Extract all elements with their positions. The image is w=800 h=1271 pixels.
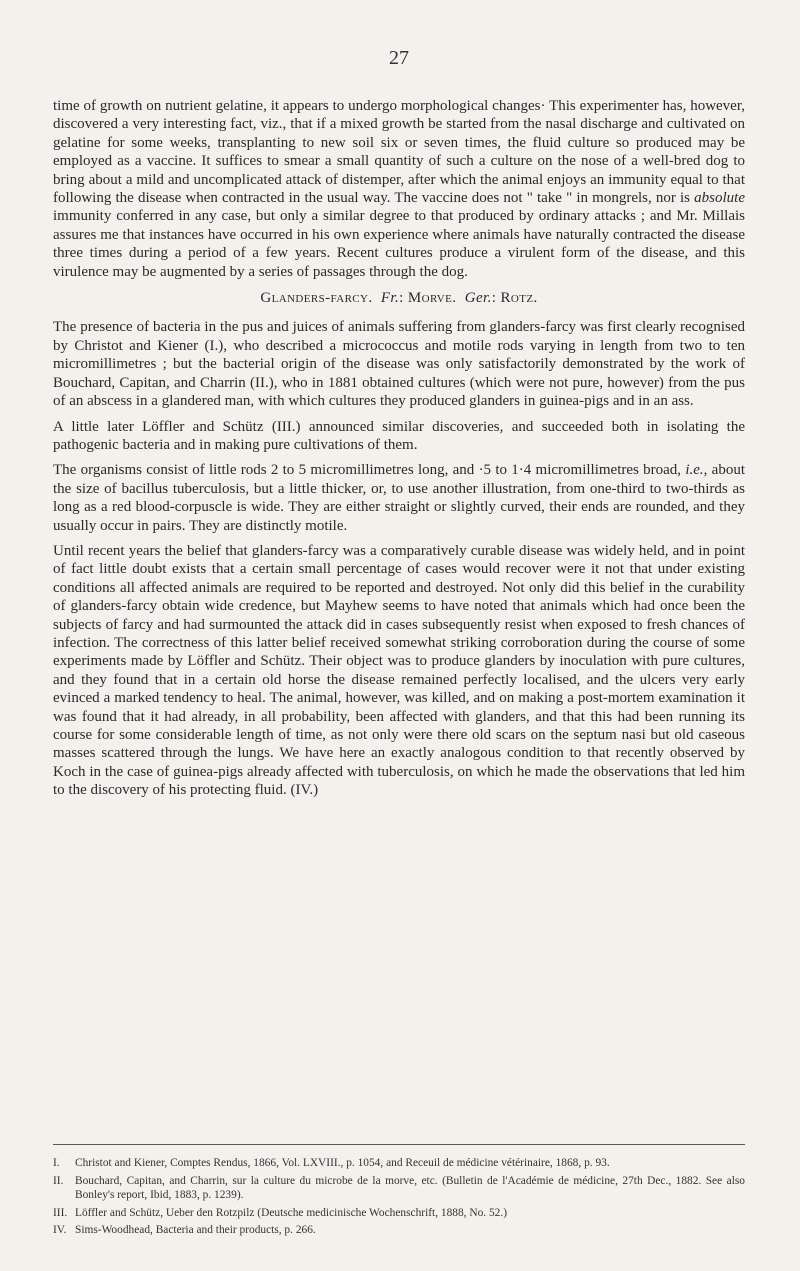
footnote-divider [53, 1144, 745, 1145]
section-heading: Glanders-farcy. Fr.: Morve. Ger.: Rotz. [260, 290, 538, 307]
paragraph-organisms: The organisms consist of little rods 2 to 5 micromillimetres long, and ·5 to 1·4 micromillimetres broad, i.e., about the size of bacillus tuberculosis, but a little thicker, or, to use another illustration, from one-third to two-thirds as long as a red blood-corpuscle is wide. They are either straight or slightly curved, their ends are rounded, and they usually occur in pairs. They are distinctly motile. [53, 462, 746, 534]
paragraph-distemper-vaccine: time of growth on nutrient gelatine, it appears to undergo morphological changes· This experimenter has, however, discovered a very interesting fact, viz., that if a mixed growth be started from the nasal discharge and cultivated on gelatine for some weeks, transplanting to new soil six or seven times, the fluid culture so produced may be employed as a vaccine. It suffices to smear a small quantity of such a culture on the nose of a well-bred dog to bring about a mild and uncomplicated attack of distemper, after which the animal enjoys an immunity equal to that following the disease when contracted in the usual way. The vaccine does not " take " in mongrels, nor is absolute immunity conferred in any case, but only a similar degree to that produced by ordinary attacks ; and Mr. Millais assures me that instances have occurred in his own experience where animals have naturally contracted the disease three times during a period of a few years. Recent cultures produce a virulent form of the disease, and this virulence may be augmented by a series of passages through the dog. [53, 98, 745, 280]
page-number: 27 [389, 47, 409, 69]
footnote: I. Christot and Kiener, Comptes Rendus, 1866, Vol. LXVIII., p. 1054, and Receuil de médicine vétérinaire, 1868, p. 93. [53, 1157, 610, 1169]
footnote: III. Löffler and Schütz, Ueber den Rotzpilz (Deutsche medicinische Wochenschrift, 1888, No. 52.) [53, 1206, 508, 1219]
paragraph-curability: Until recent years the belief that glanders-farcy was a comparatively curable disease was widely held, and in point of fact little doubt exists that a certain small percentage of cases would recover were it not that under existing conditions all affected animals are required to be reported and destroyed. Not only did this belief in the curability of glanders-farcy obtain wide credence, but Mayhew seems to have noted that animals which had once been the subjects of farcy and had surmounted the attack did in cases subsequently resist when exposed to fresh chances of infection. The correctness of this latter belief received somewhat striking corroboration during the course of some experiments made by Löffler and Schütz. Their object was to produce glanders by inoculation with pure cultures, and they found that in a certain old horse the disease remained perfectly localised, and the ulcers very early evinced a marked tendency to heal. The animal, however, was killed, and on making a post-mortem examination it was found that it had already, in all probability, been affected with glanders, and that this had been running its course for some considerable length of time, as not only were there old scars on the septum nasi but old caseous masses scattered through the lungs. We have here an exactly analogous condition to that recently observed by Koch in the case of guinea-pigs already affected with tuberculosis, on which he made the observations that led him to the discovery of his protecting fluid. (IV.) [53, 542, 745, 799]
body-text [53, 97, 745, 807]
paragraph-loffler-schutz: A little later Löffler and Schütz (III.) announced similar discoveries, and succeeded both in isolating the pathogenic bacteria and in making pure cultivations of them. [53, 418, 745, 453]
paragraph-bacteria-presence: The presence of bacteria in the pus and juices of animals suffering from glanders-farcy was first clearly recognised by Christot and Kiener (I.), who described a micrococcus and motile rods varying in length from two to ten micromillimetres ; but the bacterial origin of the disease was only satisfactorily demonstrated by the work of Bouchard, Capitan, and Charrin (II.), who in 1881 obtained cultures (which were not pure, however) from the pus of an abscess in a glandered man, with which cultures they produced glanders in guinea-pigs and in an ass. [53, 319, 745, 410]
footnotes [53, 1156, 745, 1241]
footnote: II. Bouchard, Capitan, and Charrin, sur la culture du microbe de la morve, etc. (Bulletin de l'Académie de médicine, 27th Dec., 1882. See also Bonley's report, Ibid, 1883, p. 1239). [53, 1174, 745, 1202]
footnote: IV. Sims-Woodhead, Bacteria and their products, p. 266. [53, 1224, 316, 1237]
